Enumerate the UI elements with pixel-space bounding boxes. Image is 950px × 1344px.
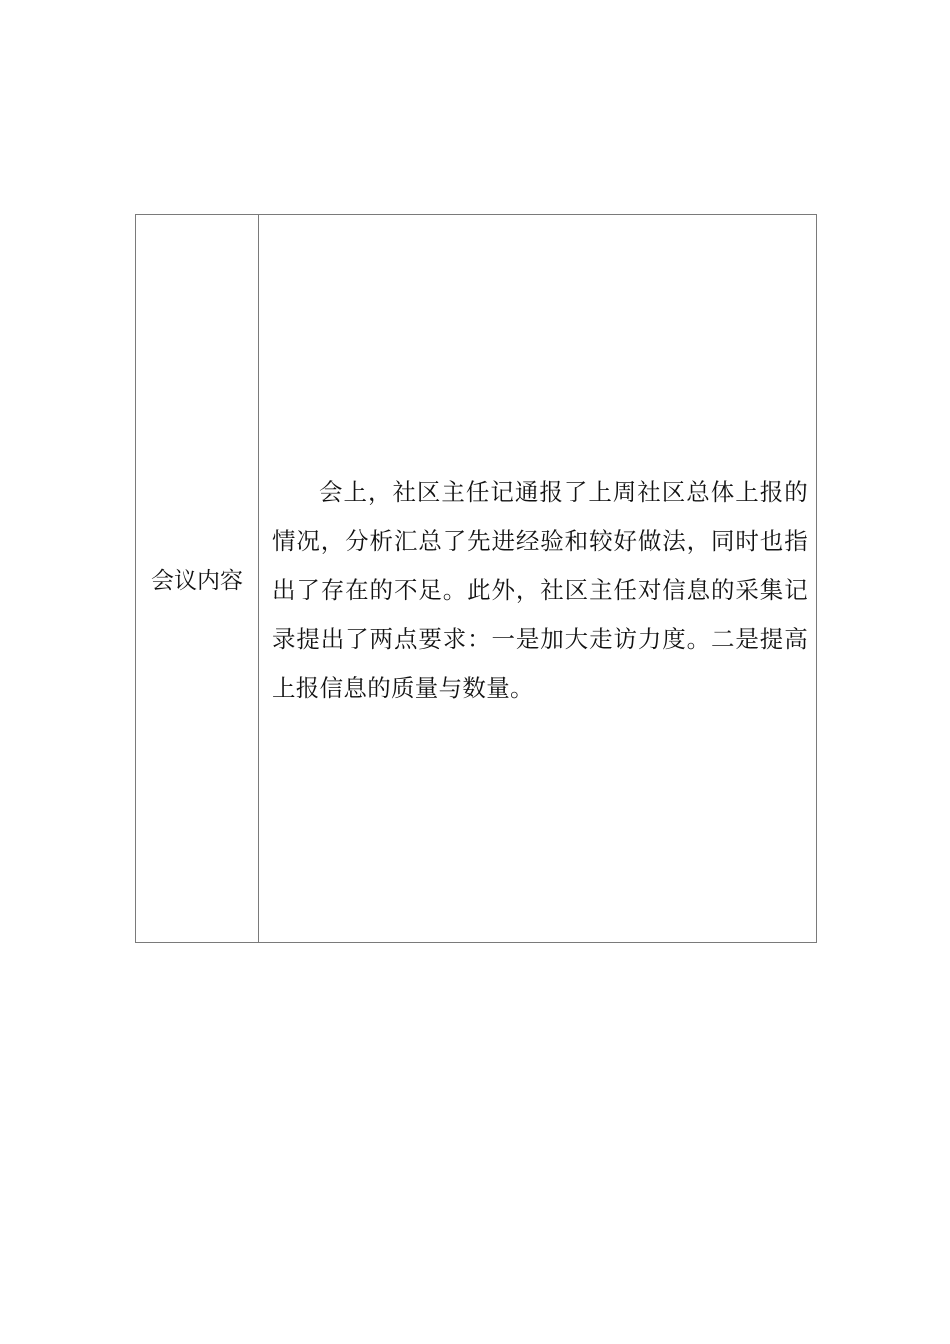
table-row: [136, 215, 817, 943]
meeting-content-text: 会上，社区主任记通报了上周社区总体上报的情况，分析汇总了先进经验和较好做法，同时也指出了存在的不足。此外，社区主任对信息的采集记录提出了两点要求：一是加大走访力度。二是提高上报信息的质量与数量。: [272, 478, 808, 702]
meeting-content-cell: [259, 215, 817, 943]
meeting-content-label: 会议内容: [136, 215, 259, 943]
meeting-record-table: [135, 214, 817, 943]
